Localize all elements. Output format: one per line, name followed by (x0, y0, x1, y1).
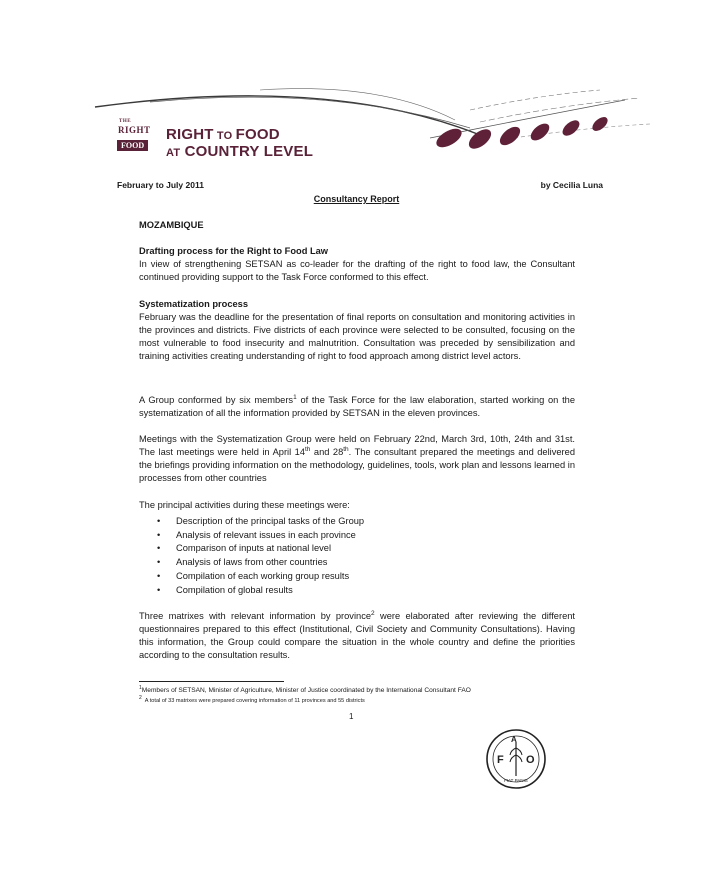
svg-text:A: A (511, 735, 517, 744)
svg-text:O: O (526, 754, 535, 766)
right-to-food-small-logo (113, 117, 151, 157)
svg-text:F: F (497, 754, 504, 766)
paragraph-activities-intro: The principal activities during these meetings were: (139, 500, 350, 510)
list-item: • Description of the principal tasks of the Group (155, 515, 364, 529)
country-heading: MOZAMBIQUE (139, 220, 204, 230)
svg-text:FIAT PANIS: FIAT PANIS (504, 778, 528, 783)
section-drafting (139, 245, 575, 284)
header-banner-graphic (0, 80, 713, 180)
section-heading: Systematization process (139, 299, 249, 309)
list-item: • Analysis of laws from other countries (155, 556, 364, 570)
section-heading: Drafting process for the Right to Food Law (139, 246, 329, 256)
list-item: • Compilation of global results (155, 584, 364, 598)
fao-logo-icon (485, 728, 547, 790)
brand-title-line1: RIGHT TO FOOD (166, 126, 280, 143)
footnote-divider (139, 681, 284, 682)
section-systematization (139, 298, 575, 363)
footnote-ref-1[interactable]: 1 (293, 393, 297, 401)
section-paragraph: February was the deadline for the presentation of final reports on consultation and monitoring activities in the provinces and districts. Five districts of each province were selected to be consulted, focusing on the most vulnerable to food insecurity and malnutrition. Consultation was preceded by sensibilization and training activities creating understanding of right to food approach among district level actors. (139, 312, 575, 361)
footnote-ref-2[interactable]: 2 (371, 609, 375, 617)
brand-title-line2: AT COUNTRY LEVEL (166, 143, 314, 160)
report-date: February to July 2011 (117, 180, 204, 190)
logo-line3: FOOD (117, 140, 148, 151)
report-author: by Cecilia Luna (540, 180, 603, 190)
logo-line1: THE (119, 119, 132, 124)
list-item: • Analysis of relevant issues in each province (155, 529, 364, 543)
list-item: • Compilation of each working group results (155, 570, 364, 584)
logo-line2: RIGHT (118, 125, 151, 135)
paragraph-matrixes: Three matrixes with relevant information by province$^2$ were elaborated after reviewing the different questionnaires prepared to this effect (Institutional, Civil Society and Community Consultations). Having this information, the Group could compare the situation in the whole country and define the priorities according to the consultation results. (139, 609, 575, 660)
activities-list (155, 515, 364, 597)
page-number: 1 (349, 712, 354, 721)
paragraph-group: A Group conformed by six members$^1$ of the Task Force for the law elaboration, started working on the systematization of all the information provided by SETSAN in the eleven provinces. (139, 393, 575, 418)
footnote-1: $^1$Members of SETSAN, Minister of Agriculture, Minister of Justice coordinated by the International Consultant FAO (139, 684, 471, 694)
report-title: Consultancy Report (313, 194, 400, 204)
section-paragraph: In view of strengthening SETSAN as co-leader for the drafting of the right to food law, the Consultant continued providing support to the Task Force conformed to this effect. (139, 259, 575, 282)
paragraph-meetings: Meetings with the Systematization Group were held on February 22nd, March 3rd, 10th, 24th and 31st. The last meetings were held in April 14th and 28th. The consultant prepared the meetings and delivered the briefings providing information on the methodology, guidelines, tools, work plan and lessons learned in processes from other countries (139, 434, 575, 483)
list-item: • Comparison of inputs at national level (155, 542, 364, 556)
footnote-2: $^2$ A total of 33 matrixes were prepared covering information of 11 provinces and 55 districts (139, 695, 365, 704)
